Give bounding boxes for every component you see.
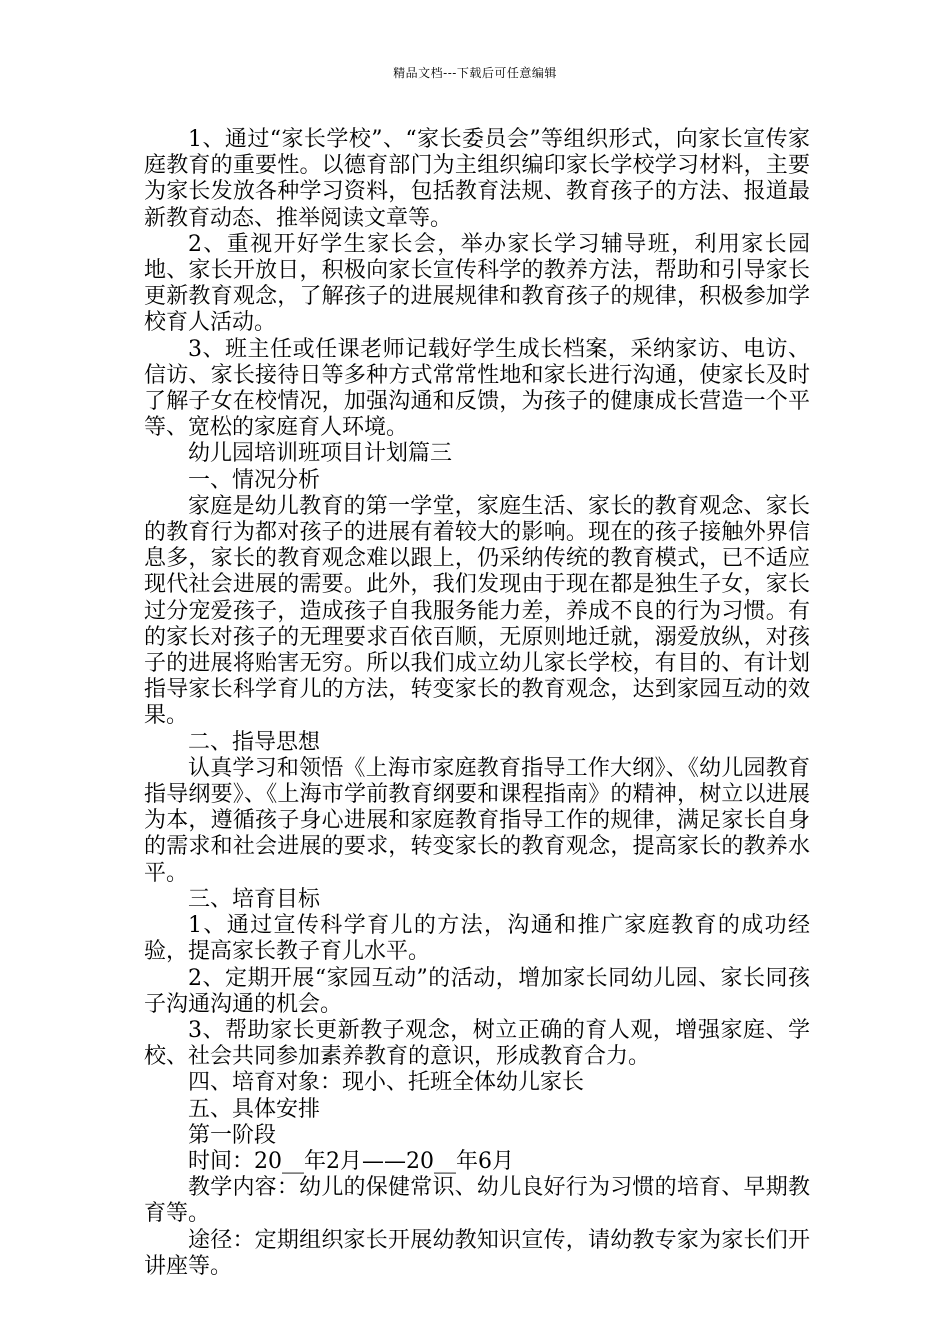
paragraph: 3、班主任或任课老师记载好学生成长档案，采纳家访、电访、信访、家长接待日等多种方式常常性地和家长进行沟通，使家长及时了解子女在校情况，加强沟通和反馈，为孩子的健康成长营造一个平等、宽松的家庭育人环境。	[144, 336, 810, 441]
paragraph: 1、通过“家长学校”、“家长委员会”等组织形式，向家长宣传家庭教育的重要性。以德育部门为主组织编印家长学校学习材料，主要为家长发放各种学习资料，包括教育法规、教育孩子的方法、报道最新教育动态、推举阅读文章等。	[144, 127, 810, 231]
paragraph: 2、重视开好学生家长会，举办家长学习辅导班，利用家长园地、家长开放日，积极向家长宣传科学的教养方法，帮助和引导家长更新教育观念，了解孩子的进展规律和教育孩子的规律，积极参加学校育人活动。	[144, 231, 810, 336]
paragraph: 1、通过宣传科学育儿的方法，沟通和推广家庭教育的成功经验，提高家长教子育儿水平。	[144, 913, 810, 965]
section-heading: 二、指导思想	[188, 729, 321, 755]
section-heading: 五、具体安排	[188, 1096, 321, 1122]
section-title: 幼儿园培训班项目计划篇三	[188, 441, 453, 467]
paragraph: 家庭是幼儿教育的第一学堂，家庭生活、家长的教育观念、家长的教育行为都对孩子的进展有着较大的影响。现在的孩子接触外界信息多，家长的教育观念难以跟上，仍采纳传统的教育模式，已不适应现代社会进展的需要。此外，我们发现由于现在都是独生子女，家长过分宠爱孩子，造成孩子自我服务能力差，养成不良的行为习惯。有的家长对孩子的无理要求百依百顺，无原则地迁就，溺爱放纵，对孩子的进展将贻害无穷。所以我们成立幼儿家长学校，有目的、有计划指导家长科学育儿的方法，转变家长的教育观念，达到家园互动的效果。	[144, 493, 810, 729]
subsection-heading: 第一阶段	[188, 1122, 277, 1148]
section-heading: 四、培育对象：现小、托班全体幼儿家长	[188, 1070, 585, 1096]
paragraph: 教学内容：幼儿的保健常识、幼儿良好行为习惯的培育、早期教育等。	[144, 1175, 810, 1227]
paragraph: 3、帮助家长更新教子观念，树立正确的育人观，增强家庭、学校、社会共同参加素养教育的意识，形成教育合力。	[144, 1017, 810, 1070]
paragraph: 2、定期开展“家园互动”的活动，增加家长同幼儿园、家长同孩子沟通沟通的机会。	[144, 965, 810, 1017]
section-heading: 一、情况分析	[188, 467, 321, 493]
paragraph: 途径：定期组织家长开展幼教知识宣传，请幼教专家为家长们开讲座等。	[144, 1227, 810, 1279]
paragraph: 认真学习和领悟《上海市家庭教育指导工作大纲》、《幼儿园教育指导纲要》、《上海市学前教育纲要和课程指南》的精神，树立以进展为本，遵循孩子身心进展和家庭教育指导工作的规律，满足家长自身的需求和社会进展的要求，转变家长的教育观念，提高家长的教养水平。	[144, 755, 810, 886]
section-heading: 三、培育目标	[188, 886, 321, 912]
document-body	[144, 127, 810, 1280]
paragraph: 时间：20__年2月——20__年6月	[188, 1148, 514, 1174]
page-header: 精品文档---下载后可任意编辑	[393, 66, 557, 80]
